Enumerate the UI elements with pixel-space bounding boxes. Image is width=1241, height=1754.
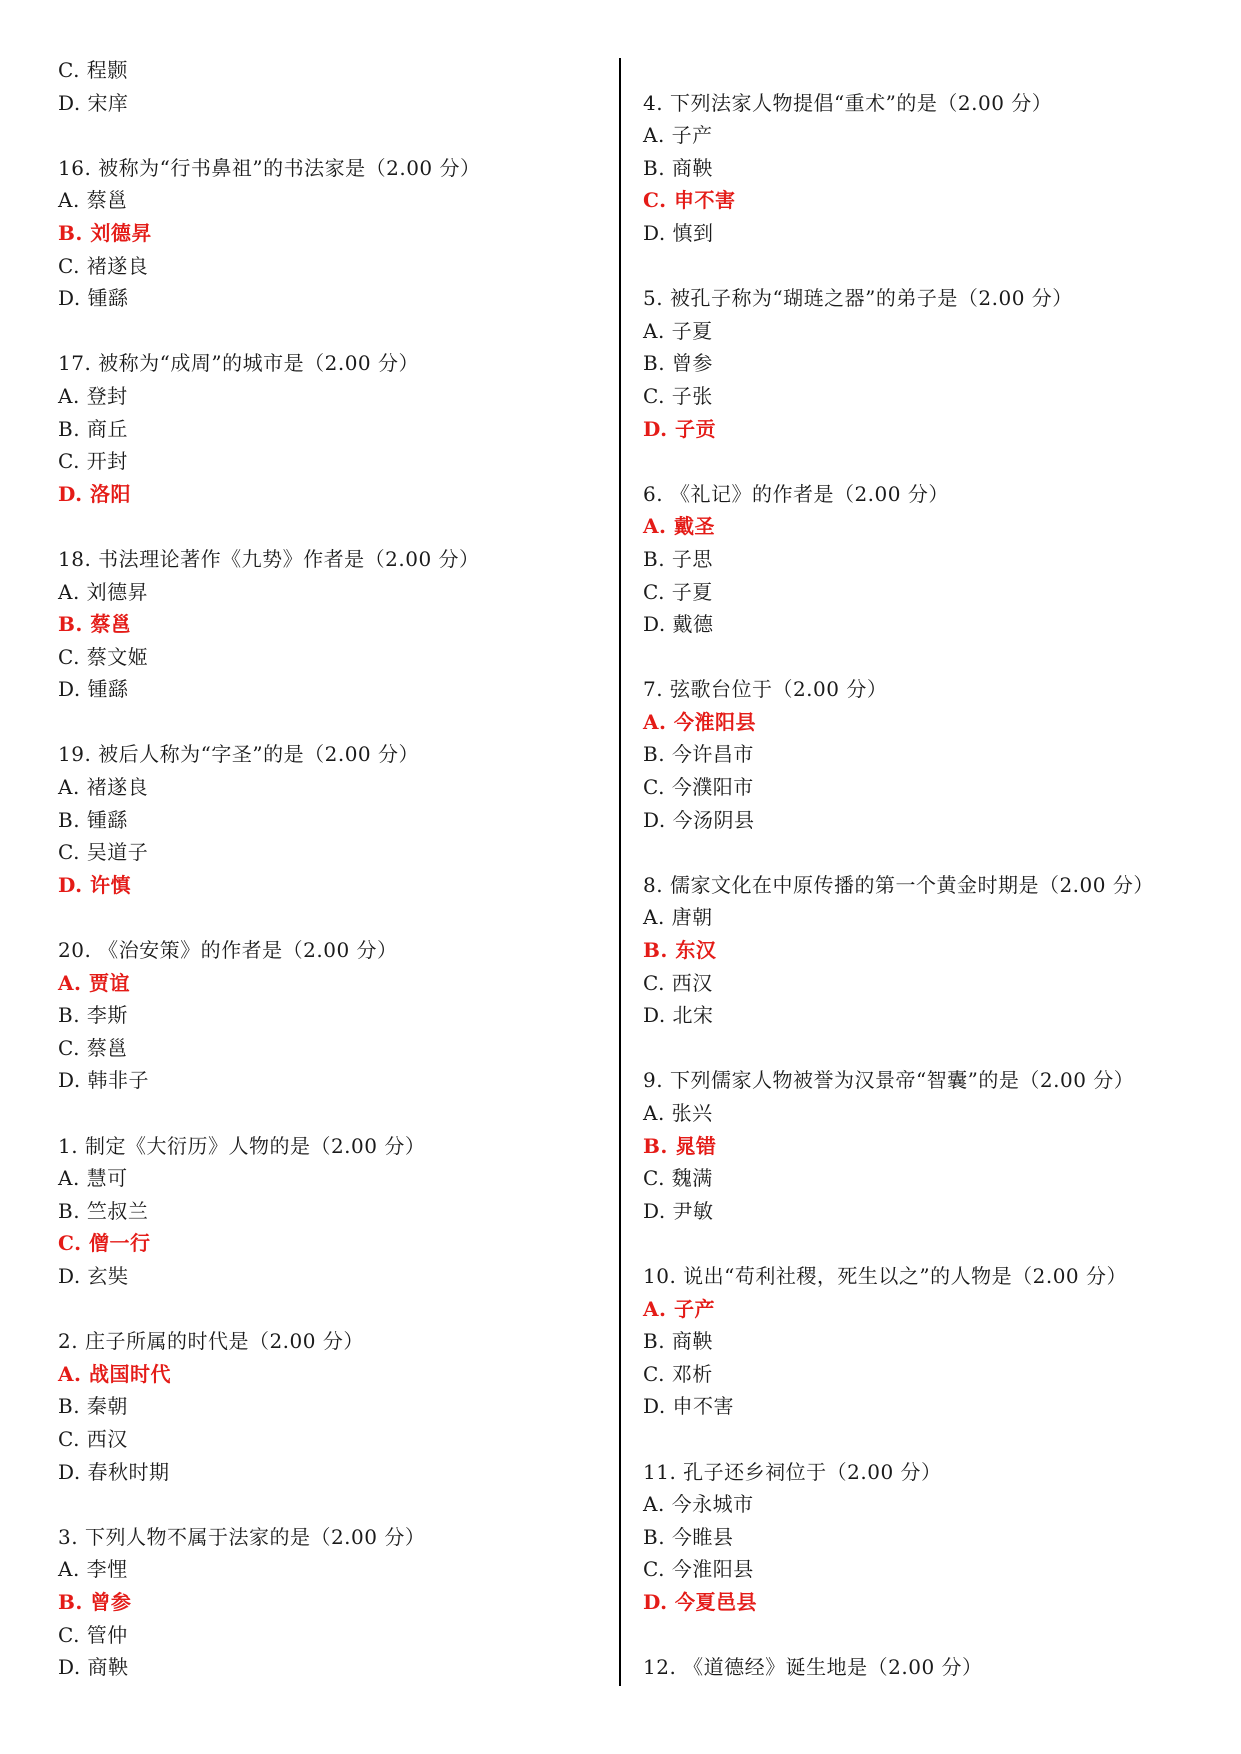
correct-answer-option: D. 子贡 [643, 416, 717, 441]
question-title: 10. 说出“苟利社稷，死生以之”的人物是（2.00 分） [643, 1263, 1128, 1288]
spacer [58, 1097, 598, 1130]
correct-answer-option: C. 僧一行 [58, 1231, 151, 1256]
answer-option: C. 邓析 [643, 1361, 713, 1386]
spacer [643, 836, 1203, 869]
answer-option: A. 慧可 [58, 1166, 128, 1191]
question-block [58, 934, 598, 1097]
question-title: 2. 庄子所属的时代是（2.00 分） [58, 1329, 364, 1354]
spacer [643, 1423, 1203, 1456]
question-title: 19. 被后人称为“字圣”的是（2.00 分） [58, 742, 420, 767]
correct-answer-option: D. 今夏邑县 [643, 1589, 758, 1614]
question-title: 1. 制定《大衍历》人物的是（2.00 分） [58, 1133, 426, 1158]
answer-option: B. 秦朝 [58, 1394, 128, 1419]
answer-option: D. 慎到 [643, 220, 714, 245]
question-title: 16. 被称为“行书鼻祖”的书法家是（2.00 分） [58, 155, 481, 180]
correct-answer-option: A. 戴圣 [643, 514, 715, 539]
correct-answer-option: B. 晁错 [643, 1133, 717, 1158]
correct-answer-option: B. 蔡邕 [58, 612, 132, 637]
answer-option: D. 锺繇 [58, 677, 129, 702]
correct-answer-option: A. 贾谊 [58, 970, 130, 995]
answer-option: C. 子张 [643, 383, 713, 408]
answer-option: A. 今永城市 [643, 1492, 754, 1517]
question-block [58, 738, 598, 901]
answer-option: D. 春秋时期 [58, 1459, 170, 1484]
spacer [643, 1032, 1203, 1065]
question-title: 3. 下列人物不属于法家的是（2.00 分） [58, 1524, 426, 1549]
answer-option: C. 西汉 [58, 1426, 128, 1451]
question-block [643, 87, 1203, 250]
question-block [643, 1651, 1203, 1684]
spacer [643, 54, 1203, 87]
answer-option: B. 商鞅 [643, 155, 713, 180]
question-title: 6. 《礼记》的作者是（2.00 分） [643, 481, 949, 506]
correct-answer-option: A. 子产 [643, 1296, 715, 1321]
answer-option: C. 西汉 [643, 970, 713, 995]
answer-option: B. 今许昌市 [643, 742, 754, 767]
answer-option: D. 玄奘 [58, 1263, 129, 1288]
question-block [643, 869, 1203, 1032]
question-title: 20. 《治安策》的作者是（2.00 分） [58, 938, 398, 963]
answer-option: B. 李斯 [58, 1003, 128, 1028]
correct-answer-option: A. 战国时代 [58, 1361, 171, 1386]
spacer [58, 706, 598, 739]
answer-option: C. 管仲 [58, 1622, 128, 1647]
correct-answer-option: B. 曾参 [58, 1589, 132, 1614]
answer-option: A. 登封 [58, 383, 128, 408]
answer-option: B. 竺叔兰 [58, 1198, 149, 1223]
spacer [58, 901, 598, 934]
spacer [643, 445, 1203, 478]
spacer [58, 1488, 598, 1521]
spacer [58, 1293, 598, 1326]
correct-answer-option: D. 许慎 [58, 872, 132, 897]
question-block [643, 1064, 1203, 1227]
question-block [643, 282, 1203, 445]
correct-answer-option: B. 东汉 [643, 938, 717, 963]
left-column [58, 54, 598, 1684]
answer-option: D. 商鞅 [58, 1655, 129, 1680]
question-block [58, 543, 598, 706]
answer-option: C. 魏满 [643, 1166, 713, 1191]
column-divider [619, 58, 621, 1686]
correct-answer-option: C. 申不害 [643, 188, 736, 213]
answer-option: D. 今汤阴县 [643, 807, 755, 832]
spacer [643, 1227, 1203, 1260]
question-block [643, 478, 1203, 641]
answer-option: C. 吴道子 [58, 840, 149, 865]
question-block [58, 152, 598, 315]
answer-option: D. 韩非子 [58, 1068, 150, 1093]
answer-option: A. 子夏 [643, 318, 713, 343]
answer-option: B. 商丘 [58, 416, 128, 441]
spacer [58, 119, 598, 152]
question-title: 8. 儒家文化在中原传播的第一个黄金时期是（2.00 分） [643, 872, 1154, 897]
answer-option: A. 李悝 [58, 1557, 128, 1582]
answer-option: C. 褚遂良 [58, 253, 149, 278]
question-title: 4. 下列法家人物提倡“重术”的是（2.00 分） [643, 90, 1053, 115]
question-title: 11. 孔子还乡祠位于（2.00 分） [643, 1459, 942, 1484]
answer-option: B. 今睢县 [643, 1524, 734, 1549]
answer-option: C. 蔡文姬 [58, 644, 149, 669]
question-block [58, 347, 598, 510]
answer-option: C. 蔡邕 [58, 1035, 128, 1060]
question-block [643, 1260, 1203, 1423]
question-title: 17. 被称为“成周”的城市是（2.00 分） [58, 351, 420, 376]
right-column [643, 54, 1203, 1684]
answer-option: C. 子夏 [643, 579, 713, 604]
question-block [58, 1521, 598, 1684]
answer-option: C. 今濮阳市 [643, 775, 754, 800]
answer-option: C. 今淮阳县 [643, 1557, 754, 1582]
answer-option: D. 宋庠 [58, 90, 129, 115]
spacer [643, 641, 1203, 674]
answer-option: D. 申不害 [643, 1394, 735, 1419]
correct-answer-option: D. 洛阳 [58, 481, 132, 506]
answer-option: D. 锺繇 [58, 286, 129, 311]
answer-option: A. 刘德昇 [58, 579, 149, 604]
answer-option: B. 商鞅 [643, 1329, 713, 1354]
spacer [643, 1619, 1203, 1652]
correct-answer-option: A. 今淮阳县 [643, 709, 756, 734]
question-title: 5. 被孔子称为“瑚琏之器”的弟子是（2.00 分） [643, 286, 1073, 311]
answer-option: A. 褚遂良 [58, 775, 149, 800]
answer-option: C. 程颢 [58, 58, 128, 82]
question-block [643, 673, 1203, 836]
answer-option: A. 张兴 [643, 1101, 713, 1125]
answer-option: A. 子产 [643, 123, 713, 148]
question-title: 18. 书法理论著作《九势》作者是（2.00 分） [58, 546, 480, 571]
spacer [58, 510, 598, 543]
answer-option: B. 子思 [643, 546, 713, 571]
answer-option: A. 蔡邕 [58, 188, 128, 213]
correct-answer-option: B. 刘德昇 [58, 220, 152, 245]
question-title: 9. 下列儒家人物被誉为汉景帝“智囊”的是（2.00 分） [643, 1068, 1135, 1093]
question-block [58, 1325, 598, 1488]
answer-option: D. 尹敏 [643, 1198, 714, 1223]
answer-option: C. 开封 [58, 449, 128, 474]
spacer [58, 315, 598, 348]
answer-option: B. 锺繇 [58, 807, 128, 832]
answer-option: A. 唐朝 [643, 905, 713, 930]
question-title: 7. 弦歌台位于（2.00 分） [643, 677, 888, 702]
question-title: 12. 《道德经》诞生地是（2.00 分） [643, 1655, 983, 1680]
answer-option: B. 曾参 [643, 351, 713, 376]
spacer [643, 250, 1203, 283]
question-block [643, 1456, 1203, 1619]
question-block [58, 1130, 598, 1293]
answer-option: D. 北宋 [643, 1003, 714, 1028]
answer-option: D. 戴德 [643, 612, 714, 637]
